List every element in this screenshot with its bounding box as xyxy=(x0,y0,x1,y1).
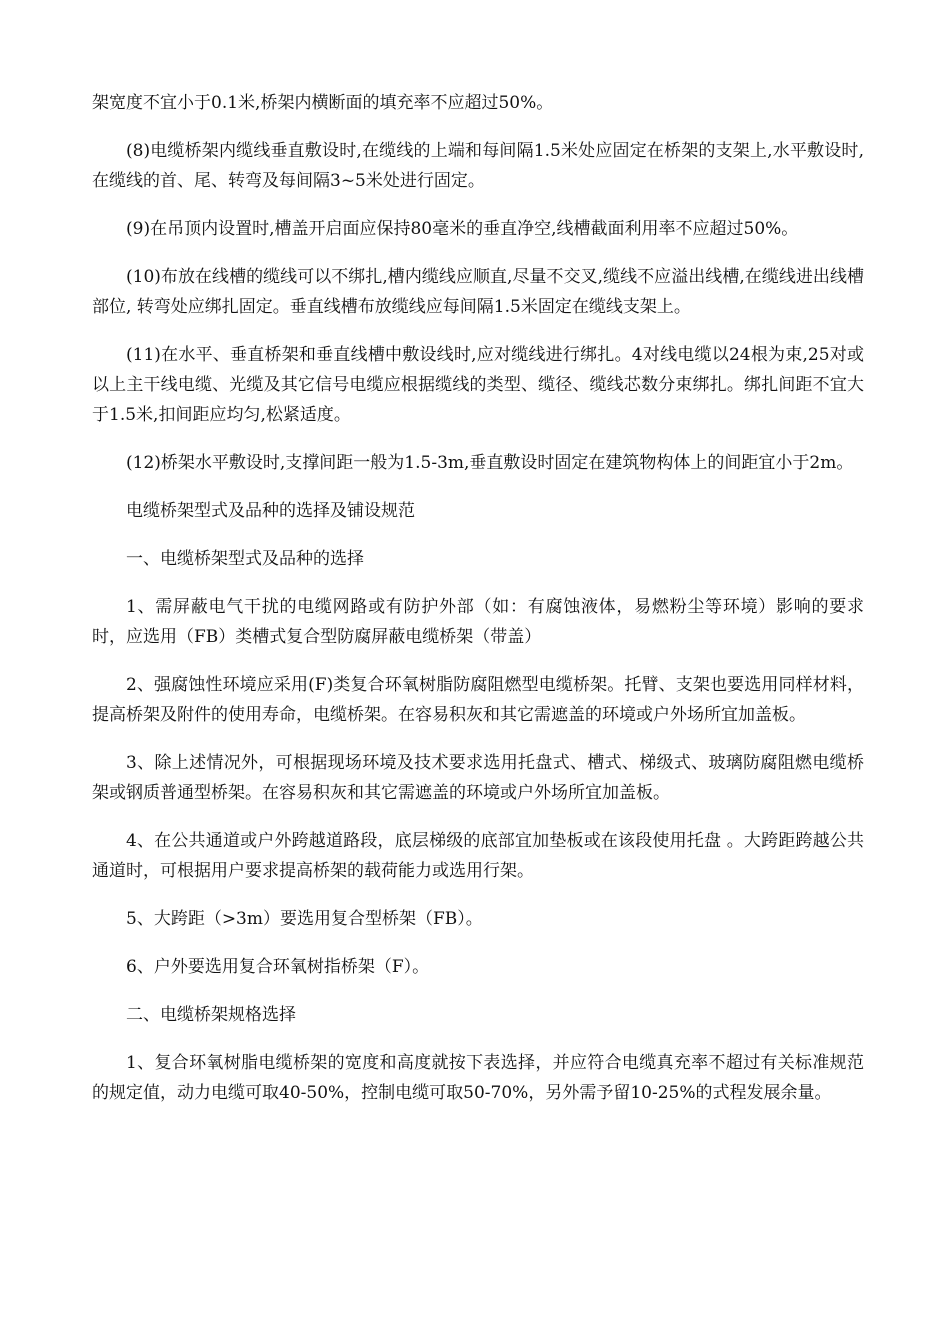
paragraph-item-11: (11)在水平、垂直桥架和垂直线槽中敷设线时,应对缆线进行绑扎。4对线电缆以24根为束,25对或以上主干线电缆、光缆及其它信号电缆应根据缆线的类型、缆径、缆线芯数分束绑扎。绑扎间距不宜大于1.5米,扣间距应均匀,松紧适度。 xyxy=(92,345,864,425)
paragraph-item-8: (8)电缆桥架内缆线垂直敷设时,在缆线的上端和每间隔1.5米处应固定在桥架的支架上,水平敷设时, 在缆线的首、尾、转弯及每间隔3~5米处进行固定。 xyxy=(92,141,864,191)
paragraph-point-4: 4、在公共通道或户外跨越道路段，底层梯级的底部宜加垫板或在该段使用托盘 。大跨距跨越公共通道时，可根据用户要求提高桥架的载荷能力或选用行架。 xyxy=(92,831,864,881)
section-heading-1: 一、电缆桥架型式及品种的选择 xyxy=(126,549,364,569)
paragraph-point-3: 3、除上述情况外，可根据现场环境及技术要求选用托盘式、槽式、梯级式、玻璃防腐阻燃电缆桥架或钢质普通型桥架。在容易积灰和其它需遮盖的环境或户外场所宜加盖板。 xyxy=(92,753,864,803)
paragraph-point-6: 6、户外要选用复合环氧树指桥架（F）。 xyxy=(126,957,430,977)
paragraph-spec-1: 1、复合环氧树脂电缆桥架的宽度和高度就按下表选择，并应符合电缆真充率不超过有关标准规范的规定值，动力电缆可取40-50%，控制电缆可取50-70%，另外需予留10-25%的式程发展余量。 xyxy=(92,1053,864,1103)
paragraph-item-12: (12)桥架水平敷设时,支撑间距一般为1.5-3m,垂直敷设时固定在建筑物构体上的间距宜小于2m。 xyxy=(126,453,854,473)
paragraph-point-1: 1、需屏蔽电气干扰的电缆网路或有防护外部（如：有腐蚀液体，易燃粉尘等环境）影响的要求时，应选用（FB）类槽式复合型防腐屏蔽电缆桥架（带盖） xyxy=(92,597,864,647)
section-heading-2: 二、电缆桥架规格选择 xyxy=(126,1005,296,1025)
document-page xyxy=(92,88,864,1126)
paragraph-item-9: (9)在吊顶内设置时,槽盖开启面应保持80毫米的垂直净空,线槽截面利用率不应超过50%。 xyxy=(126,219,799,239)
paragraph-point-2: 2、强腐蚀性环境应采用(F)类复合环氧树脂防腐阻燃型电缆桥架。托臂、支架也要选用同样材料，提高桥架及附件的使用寿命，电缆桥架。在容易积灰和其它需遮盖的环境或户外场所宜加盖板。 xyxy=(92,675,864,725)
paragraph-point-5: 5、大跨距（>3m）要选用复合型桥架（FB）。 xyxy=(126,909,483,929)
paragraph-item-10: (10)布放在线槽的缆线可以不绑扎,槽内缆线应顺直,尽量不交叉,缆线不应溢出线槽,在缆线进出线槽部位, 转弯处应绑扎固定。垂直线槽布放缆线应每间隔1.5米固定在缆线支架上。 xyxy=(92,267,864,317)
paragraph-continuation: 架宽度不宜小于0.1米,桥架内横断面的填充率不应超过50%。 xyxy=(92,93,554,113)
section-title: 电缆桥架型式及品种的选择及铺设规范 xyxy=(126,501,415,521)
